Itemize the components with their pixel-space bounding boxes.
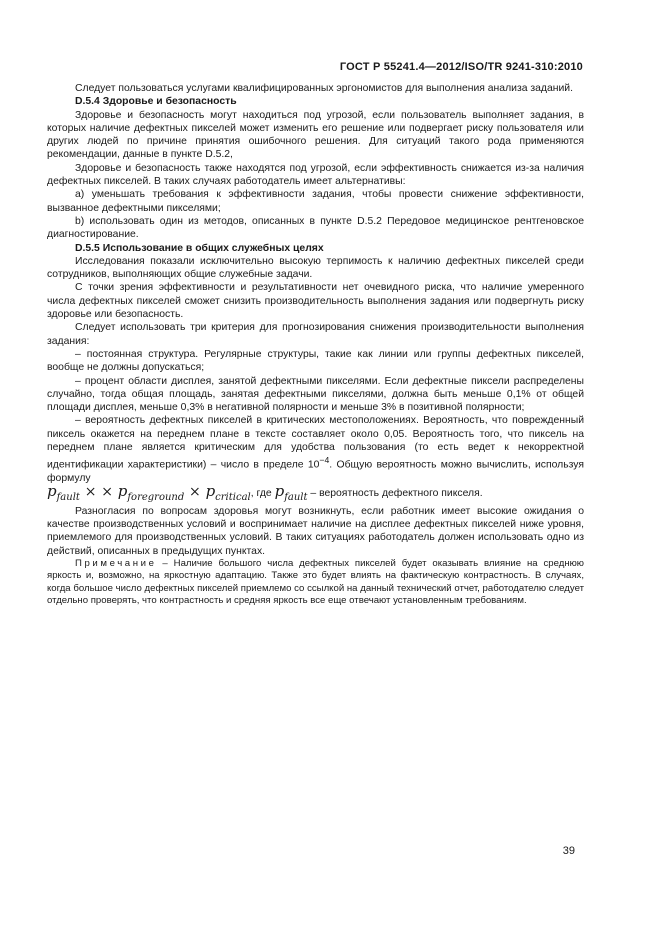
formula-symbol: $p_{fault}$	[274, 482, 308, 504]
page-content	[47, 82, 584, 607]
formula-definition: – вероятность дефектного пикселя.	[310, 488, 483, 500]
paragraph-task-analysis: Следует пользоваться услугами квалифицированных эргономистов для выполнения анализа заданий.	[75, 83, 573, 94]
criterion-probability-text: – вероятность дефектных пикселей в критических местоположениях. Вероятность, что поврежденный пиксель окажется на переднем плане в тексте составляет около 0,05. Вероятность того, что пиксель на переднем плане является критическим для удобства пользования (то есть ведет к некорректной идентификации характеристики) – число в пределе 10	[47, 415, 584, 471]
formula-where: , где	[250, 488, 272, 500]
note-dash: –	[162, 557, 168, 569]
note-text: Наличие большого числа дефектных пикселей будет оказывать влияние на среднюю яркость и, возможно, на яркостную адаптацию. Также это будет влиять на фактическую контрастность. В случаях, когда большое число дефектных пикселей приемлемо со ссылкой на данный технический отчет, работодателю следует отдельно проверять, что контрастность и средняя яркость все еще отвечают установленным требованиям.	[47, 557, 585, 607]
paragraph-disagreements: Разногласия по вопросам здоровья могут возникнуть, если работник имеет высокие ожидания о качестве производственных условий и воспринимает наличие на дисплее дефектных пикселей ниже уровня, приемлемого для производственных условий. В таких ситуациях работодатель должен использовать одно из действий, описанных в предыдущих пунктах.	[47, 505, 584, 557]
note-label: Примечание	[75, 557, 157, 569]
list-item-b: b) использовать один из методов, описанных в пункте D.5.2 Передовое медицинское рентгеновское диагностирование.	[47, 215, 584, 241]
document-code-header: ГОСТ Р 55241.4—2012/ISO/TR 9241-310:2010	[339, 61, 583, 73]
paragraph-health-risk: Здоровье и безопасность могут находиться под угрозой, если пользователь выполняет задания, в которых наличие дефектных пикселей может изменить его решение или подвергает риску пользователя или других людей по причине принятия ошибочного решения. Для ситуаций такого рода применяются рекомендации, данные в пункте D.5.2,	[47, 109, 584, 161]
list-item-a: a) уменьшать требования к эффективности задания, чтобы провести снижение эффективности, вызванное дефектными пикселями;	[47, 189, 584, 214]
page-number: 39	[562, 845, 575, 857]
note	[47, 558, 584, 608]
criterion-structure: – постоянная структура. Регулярные структуры, такие как линии или группы дефектных пикселей, вообще не должны допускаться;	[47, 348, 584, 374]
section-heading-d55: D.5.5 Использование в общих служебных целях	[75, 242, 324, 254]
exponent: −4	[319, 455, 330, 466]
formula: $p_{fault}$ × × $p_{foreground} \times p_{critical}$	[47, 482, 251, 504]
criterion-area: – процент области дисплея, занятой дефектными пикселями. Если дефектные пиксели распределены случайно, тогда общая площадь, занятая дефектными пикселями, должна быть меньше 0,1% от общей площади дисплея, меньше 0,3% в негативной полярности и меньше 3% в позитивной полярности;	[47, 375, 584, 414]
section-heading-d54: D.5.4 Здоровье и безопасность	[75, 96, 237, 108]
formula-line	[47, 482, 584, 504]
criterion-probability-tail: . Общую вероятность можно вычислить, используя формулу	[47, 459, 585, 485]
paragraph-efficiency-risk: Здоровье и безопасность также находятся под угрозой, если эффективность снижается из-за наличия дефектных пикселей. В таких случаях работодатель имеет альтернативы:	[47, 162, 584, 188]
criterion-probability	[47, 414, 584, 485]
paragraph-criteria-intro: Следует использовать три критерия для прогнозирования снижения производительности выполнения задания:	[47, 322, 584, 347]
paragraph-tolerance: Исследования показали исключительно высокую терпимость к наличию дефектных пикселей среди сотрудников, выполняющих общие служебные задачи.	[47, 255, 584, 281]
paragraph-no-risk: С точки зрения эффективности и результативности нет очевидного риска, что наличие умеренного числа дефектных пикселей сможет снизить производительность выполнения задания или подвергнуть риску здоровье или безопасность.	[47, 282, 584, 321]
